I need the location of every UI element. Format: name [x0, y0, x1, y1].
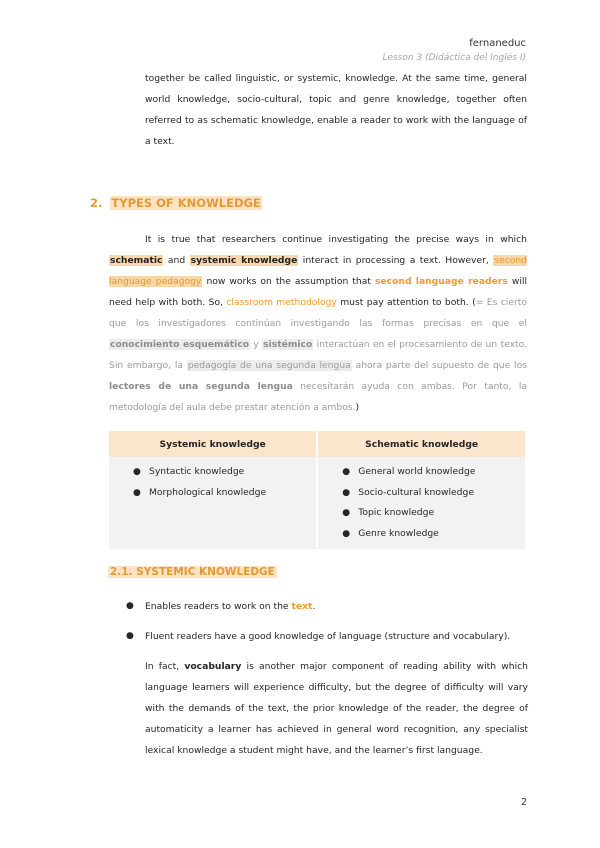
bullet-icon: ●	[342, 467, 351, 477]
highlight-pedagogia: pedagogía de una segunda lengua	[187, 360, 351, 371]
highlight-sistemico: sistémico	[263, 339, 313, 350]
emphasis-second-language-readers: second language readers	[374, 276, 508, 287]
list-item-label: General world knowledge	[358, 466, 476, 477]
table-header-systemic: Systemic knowledge	[109, 431, 318, 457]
section-paragraph	[109, 229, 527, 418]
bullet-icon: ●	[342, 508, 351, 519]
page-number: 2	[520, 797, 527, 808]
emphasis-text: text	[291, 601, 313, 612]
bullet-icon: ●	[342, 529, 351, 540]
table-header-schematic: Schematic knowledge	[318, 431, 525, 457]
vocabulary-paragraph	[145, 656, 528, 761]
spanish-translation: = Es cierto que los investigadores continúan investigando las formas precisas en que el	[109, 297, 527, 329]
emphasis-lectores: lectores de una segunda lengua	[109, 381, 293, 392]
spanish-translation: interactúan en el procesamiento de un texto. Sin embargo, la	[109, 339, 528, 371]
emphasis-classroom-methodology: classroom methodology	[226, 297, 337, 308]
intro-paragraph: together be called linguistic, or systemic, knowledge. At the same time, general world knowledge, socio-cultural, topic and genre knowledge, together often referred to as schematic knowledge, enable a reader to work with the language of a text.	[145, 73, 527, 147]
list-item	[318, 503, 525, 524]
schematic-cell	[318, 457, 525, 549]
systemic-cell	[109, 457, 318, 549]
text-run: now works on the assumption that	[206, 276, 371, 287]
subsection-title: 2.1. SYSTEMIC KNOWLEDGE	[110, 566, 275, 578]
text-run: )	[355, 402, 360, 413]
list-item-label: Topic knowledge	[358, 507, 435, 519]
list-item-label: Genre knowledge	[358, 528, 439, 540]
list-item-label: Socio-cultural knowledge	[358, 486, 474, 498]
section-heading	[90, 196, 262, 210]
text-run: .	[312, 601, 316, 612]
emphasis-vocabulary: vocabulary	[184, 661, 242, 672]
highlight-conocimiento-esquematico: conocimiento esquemático	[110, 339, 250, 350]
knowledge-table	[109, 431, 525, 549]
text-run: will need help with both. So,	[109, 276, 528, 308]
text-run: is another major component of reading ability with which language learners will experience difficulty, but the degree of difficulty will vary with the demands of the text, the prior knowledge of the reader, the degree of automaticity a learner has achieved in general word recognition, any specialist lexical knowledge a student might have, and the learner’s first language.	[145, 661, 529, 756]
highlight-schematic: schematic	[110, 255, 163, 266]
bullet-icon: ●	[133, 487, 141, 498]
list-item	[318, 483, 525, 504]
text-run: y	[253, 339, 259, 350]
highlight-systemic-knowledge: systemic knowledge	[190, 255, 298, 266]
spanish-translation: ahora parte del supuesto de que los	[355, 360, 527, 371]
list-item	[318, 462, 525, 483]
list-item	[126, 596, 528, 617]
list-item	[109, 462, 316, 483]
list-item	[318, 524, 525, 545]
section-title: TYPES OF KNOWLEDGE	[111, 196, 261, 210]
bullet-icon: ●	[342, 487, 351, 498]
bullet-icon: ●	[126, 601, 134, 611]
spanish-translation: necesitarán ayuda con ambas. Por tanto, la metodología del aula debe prestar atención a ambos.	[109, 381, 527, 413]
header-lesson: Lesson 3 (Didáctica del Inglés I)	[382, 53, 526, 63]
list-item	[126, 626, 528, 647]
list-item-label: Syntactic knowledge	[149, 466, 245, 477]
highlight-second-language-pedagogy: second language pedagogy	[109, 255, 528, 287]
text-run: It is true that researchers continue investigating the precise ways in which	[145, 234, 527, 245]
list-item	[109, 483, 316, 504]
text-run: must pay attention to both. (	[340, 297, 476, 308]
bullet-icon: ●	[126, 631, 134, 641]
section-number: 2.	[90, 196, 103, 210]
text-run: and	[167, 255, 186, 266]
list-item-label: Morphological knowledge	[149, 486, 267, 498]
text-run: In fact,	[145, 661, 180, 672]
text-run: interact in processing a text. However,	[302, 255, 489, 266]
text-run: Enables readers to work on the	[145, 601, 289, 612]
header-author: fernaneduc	[469, 38, 526, 49]
text-run: Fluent readers have a good knowledge of language (structure and vocabulary).	[145, 631, 511, 642]
subsection-bullets	[126, 596, 528, 656]
bullet-icon: ●	[133, 467, 141, 477]
